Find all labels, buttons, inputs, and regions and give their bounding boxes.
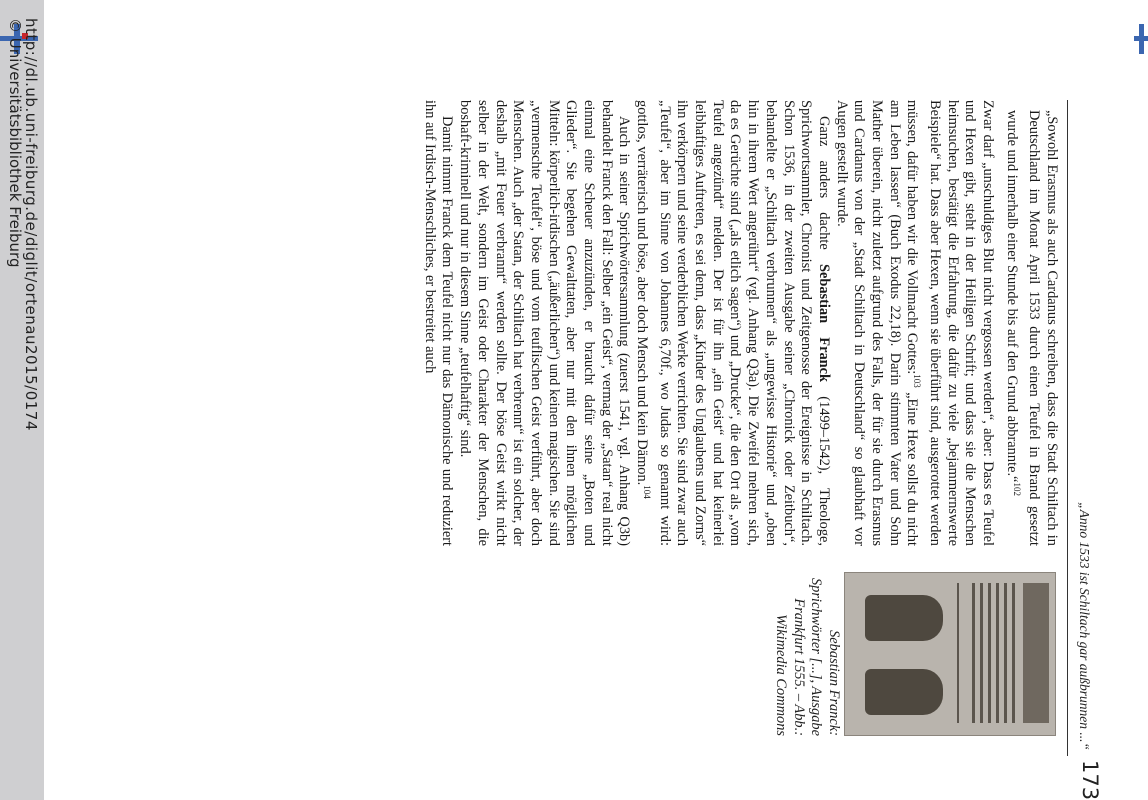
body-text <box>420 100 1066 546</box>
header-rule <box>1067 100 1068 756</box>
paragraph-4: Damit nimmt Franck dem Teufel nicht nur das Dämonische und reduziert ihn auf Irdisch-Menschliches, er bestreitet auch <box>421 100 456 546</box>
figure-caption: Sebastian Franck: Sprichwörter [...], Ausgabe Frankfurt 1555. – Abb.: Wikimedia Commons <box>773 577 842 736</box>
running-header: „Anno 1533 ist Schiltach gar außbrunnen ...“ <box>1077 502 1092 750</box>
woodcut-illustration <box>844 572 1056 736</box>
copyright-notice: © Universitätsbibliothek Freiburg <box>6 18 24 268</box>
page-number: 173 <box>1078 760 1102 800</box>
paragraph-3: Auch in seiner Sprichwörtersammlung (zuerst 1541, vgl. Anhang Q3b) behandelt Franck den Fall: Selber „ein Geist“, vermag der „Satan“ real nicht einmal eine Scheuer anzuzünden, er braucht dafür seine „Boten und Glieder“. Sie begehen Gewalttaten, aber nur mit den ihnen möglichen Mitteln: körperlich-irdischen („äußerlichen“) und keinen magischen. Sie sind „vermenschte Teufel“, böse und vom teuflischen Geist verführt, aber doch Menschen. Auch „der Satan, der Schiltach hat verbrennt“ ist ein solcher, der deshalb „mit Feuer verbrannt“ werden sollte. Der böse Geist wirkt nicht selber in der Welt, sondern im Geist oder Charakter der Menschen, die boshaft-kriminell und nur in diesem Sinne „teufelhaftig“ sind. <box>457 100 633 546</box>
source-url: http://dl.ub.uni-freiburg.de/diglit/ortenau2015/0174 <box>22 18 40 431</box>
paragraph-1: Zwar darf „unschuldiges Blut nicht vergossen werden“, aber: Dass es Teufel und Hexen gibt, steht in der Heiligen Schrift; und dass sie die Menschen heimsuchen, bestätigt die Erfahrung, die dafür zu viele „bejammernswerte Beispiele“ hat. Dass aber Hexen, wenn sie überführt sind, ausgerottet werden müssen, dafür haben wir die Vollmacht Gottes:$^{103}$ „Eine Hexe sollst du nicht am Leben lassen“ (Buch Exodus 22,18). Darin stimmten Vater und Sohn Mather überein, nicht zuletzt aufgrund des Falls, der für sie durch Erasmus und Cardanus von der „Stadt Schiltach in Deutschland“ so glaubhaft vor Augen gestellt wurde. <box>833 100 997 546</box>
quote-paragraph: „Sowohl Erasmus als auch Cardanus schreiben, dass die Stadt Schiltach in Deutschland im Monat April 1533 durch einen Teufel in Brand gesetzt wurde und innerhalb einer Stunde bis auf den Grund abbrannte.“$^{102}$ <box>1003 110 1060 546</box>
paragraph-2: Ganz anders dachte Sebastian Franck (1499–1542), Theologe, Sprichwortsammler, Chronist und Zeitgenosse der Ereignisse in Schiltach. Schon 1536, in der zweiten Ausgabe seiner „Chronick oder Zeitbuch“, behandelte er „Schiltach verbrunnen“ als „ungewisse Historie“ und „oben hin in ihrem Wert angerührt“ (vgl. Anhang Q3a). Die Zweifel mehren sich, da es Gerüchte sind („als etlich sagen“) und „Drucke“, die den Ort als „vom Teufel angezündt“ melden. Der ist für ihn „ein Geist“ und hat keinerlei leibhaftiges Auftreten, es sei denn, dass „Kinder des Unglaubens und Zorns“ ihn verkörpern und seine verderblichen Werke verrichten. Sie sind zwar auch „Teufel“, aber im Sinne von Johannes 6,70f., wo Judas so genannt wird: gottlos, verräterisch und böse, aber doch Mensch und kein Dämon.$^{104}$ <box>634 100 832 546</box>
